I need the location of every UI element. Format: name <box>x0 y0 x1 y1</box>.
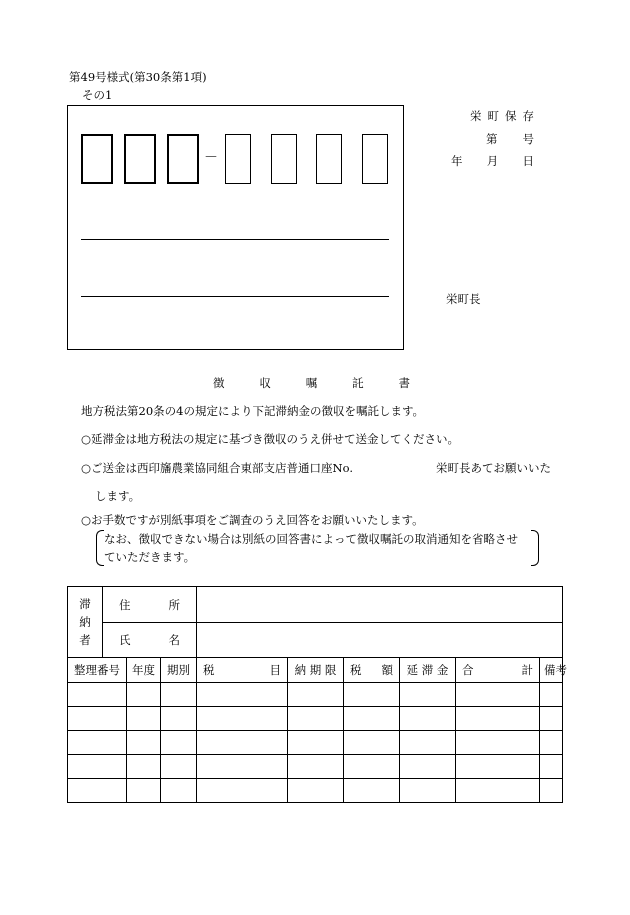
document-title: 徴 収 嘱 託 書 <box>213 376 410 390</box>
header-nouki: 納 期 限 <box>288 658 344 683</box>
date-label: 年 月 日 <box>451 154 534 168</box>
address-line-1[interactable] <box>81 239 389 240</box>
postal-box-1[interactable] <box>81 134 113 184</box>
intro-text: 地方税法第20条の4の規定により下記滞納金の徴収を嘱託します。 <box>81 404 425 418</box>
postal-dash: － <box>204 150 218 166</box>
item-delinquent-charge: ○延滞金は地方税法の規定に基づき徴収のうえ併せて送金してください。 <box>81 432 460 446</box>
table-row <box>68 707 563 731</box>
header-nendo: 年度 <box>127 658 161 683</box>
header-kibetsu: 期別 <box>161 658 197 683</box>
postal-box-2[interactable] <box>124 134 156 184</box>
delinquency-table <box>67 586 568 803</box>
table-row <box>68 755 563 779</box>
form-number: 第49号様式(第30条第1項) <box>69 70 207 84</box>
item-remittance-cont: します。 <box>95 489 141 503</box>
address-line-2[interactable] <box>81 296 389 297</box>
item-remittance-right: 栄町長あてお願いいた <box>436 461 551 475</box>
address-value-cell[interactable] <box>197 587 563 623</box>
header-zeimoku: 税 目 <box>197 658 288 683</box>
header-bikou: 備 考 <box>540 658 563 683</box>
header-zeigaku: 税 額 <box>344 658 400 683</box>
delinquent-label: 滞 納 者 <box>68 587 103 658</box>
document-number-label: 第 号 <box>486 132 534 146</box>
postal-box-3[interactable] <box>167 134 199 184</box>
note-bracket-right <box>531 530 539 566</box>
postal-box-4[interactable] <box>225 134 251 184</box>
name-value-cell[interactable] <box>197 623 563 658</box>
address-box <box>67 105 404 350</box>
header-goukei: 合 計 <box>456 658 540 683</box>
header-entaikin: 延 滞 金 <box>400 658 456 683</box>
mayor-label: 栄町長 <box>446 292 481 306</box>
header-seiri-bango: 整理番号 <box>68 658 127 683</box>
note-bracket-left <box>96 530 104 566</box>
postal-box-5[interactable] <box>271 134 297 184</box>
postal-box-6[interactable] <box>316 134 342 184</box>
table-row <box>68 779 563 803</box>
address-label-cell: 住 所 <box>103 587 197 623</box>
note-line-1: なお、徴収できない場合は別紙の回答書によって徴収嘱託の取消通知を省略させ <box>104 532 518 546</box>
item-survey-request: ○お手数ですが別紙事項をご調査のうえ回答をお願いいたします。 <box>81 513 424 527</box>
table-row <box>68 731 563 755</box>
item-remittance: ○ご送金は西印旛農業協同組合東部支店普通口座No. <box>81 461 353 475</box>
name-label-cell: 氏 名 <box>103 623 197 658</box>
form-sub-number: その1 <box>82 88 113 102</box>
postal-box-7[interactable] <box>362 134 388 184</box>
storage-label: 栄 町 保 存 <box>470 109 534 123</box>
note-line-2: ていただきます。 <box>104 550 196 564</box>
table-row <box>68 683 563 707</box>
